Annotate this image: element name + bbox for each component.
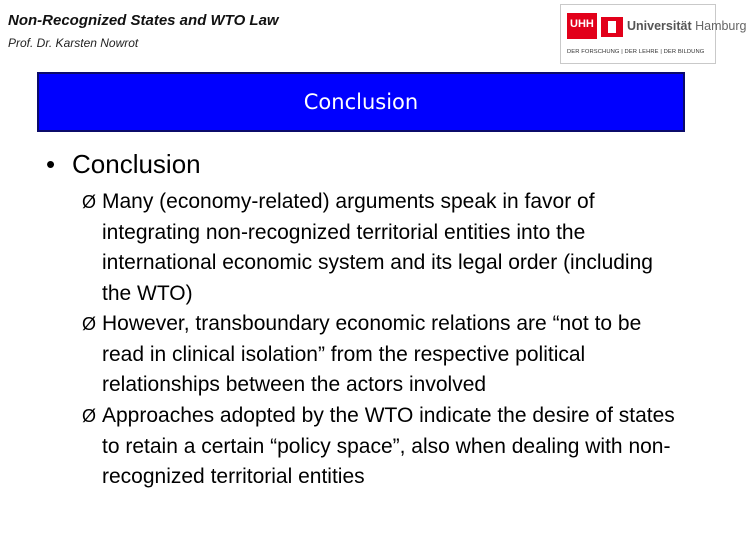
university-motto: DER FORSCHUNG | DER LEHRE | DER BILDUNG <box>567 49 705 55</box>
uhh-mark-text: UHH <box>570 18 594 30</box>
hamburg-seal-icon <box>601 17 623 37</box>
main-bullet-text: Conclusion <box>72 149 201 179</box>
list-item <box>82 187 682 309</box>
arrow-bullet-icon: Ø <box>82 192 97 212</box>
presentation-title: Non-Recognized States and WTO Law <box>8 12 279 29</box>
university-logo <box>560 4 747 64</box>
university-name <box>627 19 747 33</box>
arrow-bullet-icon: Ø <box>82 406 97 426</box>
main-bullet <box>46 149 201 180</box>
list-item <box>82 309 682 401</box>
arrow-bullet-icon: Ø <box>82 314 97 334</box>
slide-title-banner <box>37 72 685 132</box>
list-item-text: Approaches adopted by the WTO indicate the desire of states to retain a certain “policy space”, also when dealing with non-recognized territorial entities <box>102 404 675 488</box>
university-name-main: Universität <box>627 19 692 33</box>
university-name-city: Hamburg <box>695 19 747 33</box>
presenter-name: Prof. Dr. Karsten Nowrot <box>8 36 139 50</box>
list-item <box>82 401 682 493</box>
list-item-text: Many (economy-related) arguments speak in favor of integrating non-recognized territorial entities into the international economic system and its legal order (including the WTO) <box>102 190 653 305</box>
bullet-icon: • <box>46 149 56 179</box>
uhh-logo-mark <box>567 13 597 39</box>
list-item-text: However, transboundary economic relations are “not to be read in clinical isolation” from the respective political relationships between the actors involved <box>102 312 642 396</box>
slide-title: Conclusion <box>303 90 419 114</box>
